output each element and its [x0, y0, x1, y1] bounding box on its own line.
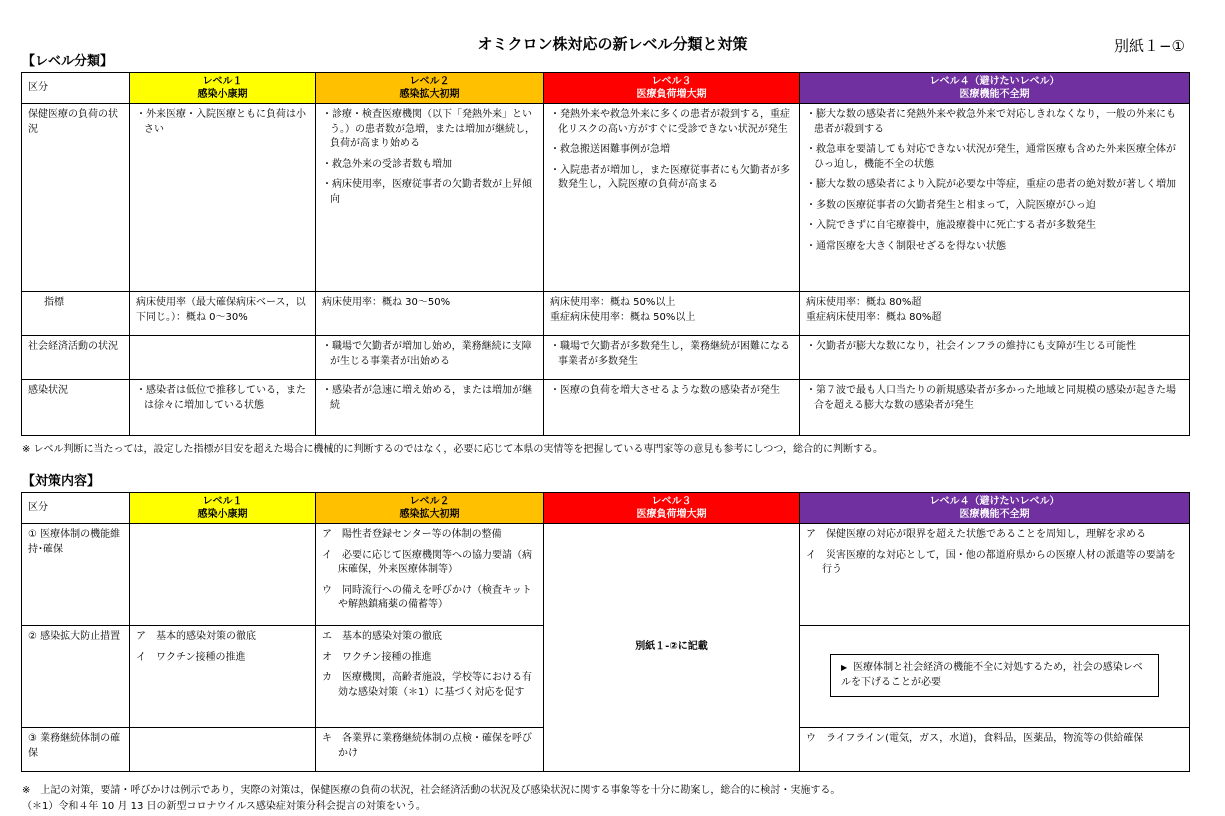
level3-header: レベル３ 医療負荷増大期	[544, 493, 800, 524]
callout-text: 医療体制と社会経済の機能不全に対処するため，社会の感染レベルを下げることが必要	[841, 662, 1143, 688]
attachment-label: 別紙１−①	[1113, 37, 1185, 55]
list-item: ・ 入院患者が増加し，また医療従事者にも欠勤者が多数発生し，入院医療の負荷が高まる	[550, 164, 793, 193]
list-item: イ ワクチン接種の推進	[136, 651, 246, 663]
cell-list	[322, 528, 537, 613]
row-label: ③ 業務継続体制の確保	[22, 728, 130, 772]
cell-list	[136, 108, 309, 137]
level3-merged-cell: 別紙１-②に記載	[544, 524, 800, 772]
triangle-bullet-icon: ▶	[841, 663, 848, 672]
category-header: 区分	[22, 73, 130, 104]
table-row	[22, 524, 1190, 626]
list-item: ・ 入院できずに自宅療養中，施設療養中に死亡する者が多数発生	[806, 219, 1183, 234]
row-label: 指標	[22, 292, 130, 336]
cell-list	[322, 340, 537, 369]
list-item: ・ 欠勤者が膨大な数になり，社会インフラの維持にも支障が生じる可能性	[806, 340, 1183, 355]
level-classification-table	[21, 72, 1190, 436]
cell-list	[136, 630, 309, 665]
cell-list	[136, 384, 309, 413]
list-item: ・ 外来医療・入院医療ともに負荷は小さい	[136, 108, 309, 137]
section-heading-levels: 【レベル分類】	[22, 54, 114, 69]
cell-list	[322, 108, 537, 207]
list-item: ウ ライフライン(電気，ガス，水道)，食料品，医薬品，物流等の供給確保	[806, 733, 1144, 744]
list-item: ア 陽性者登録センター等の体制の整備	[322, 529, 502, 540]
cell-list	[806, 108, 1183, 254]
row-label: 保健医療の負荷の状況	[22, 104, 130, 292]
document-title: オミクロン株対応の新レベル分類と対策	[477, 35, 748, 53]
indicator-cell: 病床使用率：概ね 80%超 重症病床使用率：概ね 80%超	[800, 292, 1190, 336]
list-item: イ 必要に応じて医療機関等への協力要請（病床確保，外来医療体制等）	[322, 549, 532, 575]
indicator-cell: 病床使用率：概ね 50%以上 重症病床使用率：概ね 50%以上	[544, 292, 800, 336]
level3-header: レベル３ 医療負荷増大期	[544, 73, 800, 104]
cell-list	[322, 732, 537, 761]
list-item: ・ 感染者が急速に増え始める，または増加が継続	[322, 384, 537, 413]
list-item: キ 各業界に業務継続体制の点検・確保を呼びかけ	[322, 733, 532, 759]
cell-list	[550, 384, 793, 399]
table-row	[22, 104, 1190, 292]
level4-header: レベル４（避けたいレベル） 医療機能不全期	[800, 493, 1190, 524]
list-item: オ ワクチン接種の推進	[322, 651, 432, 663]
list-item: ・ 膨大な数の感染者に発熱外来や救急外来で対応しきれなくなり，一般の外来にも患者が殺到する	[806, 108, 1183, 137]
list-item: ・ 通常医療を大きく制限せざるを得ない状態	[806, 240, 1183, 255]
list-item: ア 基本的感染対策の徹底	[136, 631, 256, 642]
level2-header: レベル２ 感染拡大初期	[316, 493, 544, 524]
list-item: ・ 職場で欠勤者が多数発生し，業務継続が困難になる事業者が多数発生	[550, 340, 793, 369]
list-item: ・ 感染者は低位で推移している，または徐々に増加している状態	[136, 384, 309, 413]
list-item: イ 災害医療的な対応として，国・他の都道府県からの医療人材の派遣等の要請を行う	[806, 549, 1176, 575]
list-item: カ 医療機関，高齢者施設，学校等における有効な感染対策（＊1）に基づく対応を促す	[322, 672, 532, 698]
cell-list	[322, 384, 537, 413]
cell-list	[806, 384, 1183, 413]
level1-header: レベル１ 感染小康期	[130, 493, 316, 524]
cell-list	[806, 732, 1183, 747]
indicator-cell: 病床使用率（最大確保病床ベース，以下同じ。）：概ね 0～30%	[130, 292, 316, 336]
list-item: ・ 病床使用率，医療従事者の欠勤者数が上昇傾向	[322, 178, 537, 207]
section-heading-measures: 【対策内容】	[22, 474, 101, 489]
list-item: ・ 医療の負荷を増大させるような数の感染者が発生	[550, 384, 793, 399]
list-item: ・ 診療・検査医療機関（以下「発熱外来」という。）の患者数が急増，または増加が継続し，負荷が高まり始める	[322, 108, 537, 152]
list-item: ・ 救急車を要請しても対応できない状況が発生，通常医療も含めた外来医療全体がひっ迫し，機能不全の状態	[806, 143, 1183, 172]
level1-header: レベル１ 感染小康期	[130, 73, 316, 104]
table-row	[22, 292, 1190, 336]
list-item: ・ 多数の医療従事者の欠勤者発生と相まって，入院医療がひっ迫	[806, 199, 1183, 214]
table-row	[22, 380, 1190, 436]
list-item: エ 基本的感染対策の徹底	[322, 631, 442, 642]
list-item: ・ 職場で欠勤者が増加し始め，業務継続に支障が生じる事業者が出始める	[322, 340, 537, 369]
footnote: （＊1）令和４年 10 月 13 日の新型コロナウイルス感染症対策分科会提言の対策をいう。	[22, 801, 426, 812]
row-label: 感染状況	[22, 380, 130, 436]
level4-header: レベル４（避けたいレベル） 医療機能不全期	[800, 73, 1190, 104]
cell-list	[806, 340, 1183, 355]
cell-list	[550, 340, 793, 369]
level4-callout-box	[830, 654, 1159, 697]
cell-list	[550, 108, 793, 193]
measures-note: ※ 上記の対策，要請・呼びかけは例示であり，実際の対策は，保健医療の負荷の状況，社会経済活動の状況及び感染状況に関する事象等を十分に勘案し，総合的に検討・実施する。	[22, 785, 841, 796]
level-judgment-note: ※ レベル判断に当たっては，設定した指標が目安を超えた場合に機械的に判断するのではなく，必要に応じて本県の実情等を把握している専門家等の意見も参考にしつつ，総合的に判断する。	[22, 444, 883, 455]
level2-header: レベル２ 感染拡大初期	[316, 73, 544, 104]
list-item: ・ 第７波で最も人口当たりの新規感染者が多かった地域と同規模の感染が起きた場合を超える膨大な数の感染者が発生	[806, 384, 1183, 413]
row-label: ① 医療体制の機能維持･確保	[22, 524, 130, 626]
list-item: ・ 救急搬送困難事例が急増	[550, 143, 793, 158]
row-label: ② 感染拡大防止措置	[22, 626, 130, 728]
category-header: 区分	[22, 493, 130, 524]
list-item: ウ 同時流行への備えを呼びかけ（検査キットや解熱鎮痛薬の備蓄等）	[322, 584, 532, 610]
list-item: ・ 膨大な数の感染者により入院が必要な中等症，重症の患者の絶対数が著しく増加	[806, 178, 1183, 193]
list-item: ア 保健医療の対応が限界を超えた状態であることを周知し，理解を求める	[806, 529, 1146, 540]
measures-table	[21, 492, 1190, 772]
list-item: ・ 救急外来の受診者数も増加	[322, 158, 537, 173]
list-item: ・ 発熱外来や救急外来に多くの患者が殺到する，重症化リスクの高い方がすぐに受診できない状況が発生	[550, 108, 793, 137]
table-row	[22, 336, 1190, 380]
cell-list	[806, 528, 1183, 578]
indicator-cell: 病床使用率：概ね 30～50%	[316, 292, 544, 336]
cell-list	[322, 630, 537, 700]
row-label: 社会経済活動の状況	[22, 336, 130, 380]
